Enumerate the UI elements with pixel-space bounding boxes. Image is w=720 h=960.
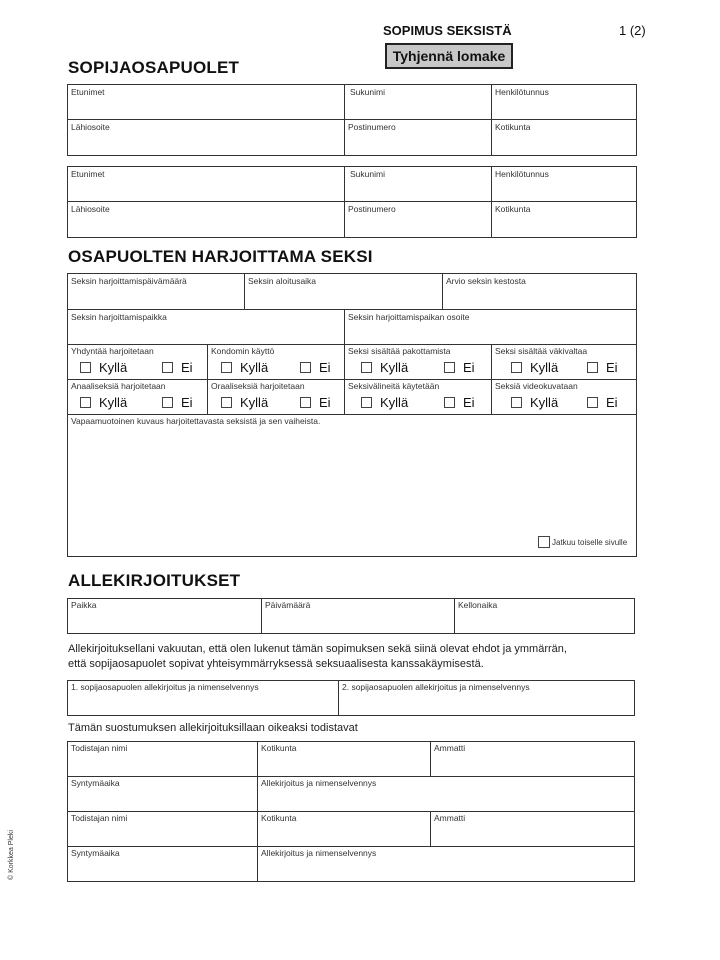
field-label: Etunimet <box>71 169 105 179</box>
witness-2-municipality-field[interactable] <box>258 812 430 846</box>
continues-label: Jatkuu toiselle sivulle <box>552 537 628 547</box>
parties-heading: SOPIJAOSAPUOLET <box>68 58 240 77</box>
question-label: Seksi sisältää väkivaltaa <box>495 346 588 356</box>
party-2-id-field[interactable] <box>492 167 636 201</box>
yes-label: Kyllä <box>530 395 559 410</box>
yes-checkbox[interactable] <box>80 397 91 408</box>
question-coercion <box>345 345 491 379</box>
yes-label: Kyllä <box>240 395 269 410</box>
no-label: Ei <box>319 395 331 410</box>
field-label: Ammatti <box>434 813 466 823</box>
field-label: 1. sopijaosapuolen allekirjoitus ja nimenselvennys <box>71 682 259 692</box>
no-label: Ei <box>463 360 475 375</box>
yes-label: Kyllä <box>240 360 269 375</box>
no-checkbox[interactable] <box>162 397 173 408</box>
question-label: Seksiä videokuvataan <box>495 381 578 391</box>
witness-1-name-field[interactable] <box>68 742 257 776</box>
sex-start-time-field[interactable] <box>245 274 442 309</box>
question-label: Seksivälineitä käytetään <box>348 381 440 391</box>
witness-1-municipality-field[interactable] <box>258 742 430 776</box>
yes-checkbox[interactable] <box>80 362 91 373</box>
sex-place-field[interactable] <box>68 310 344 344</box>
question-label: Oraaliseksiä harjoitetaan <box>211 381 305 391</box>
field-label: Lähiosoite <box>71 122 110 132</box>
question-video <box>492 380 636 414</box>
document-title: SOPIMUS SEKSISTÄ <box>383 23 512 38</box>
party-2-postal-code-field[interactable] <box>345 202 491 237</box>
party-2-signature-field[interactable] <box>339 681 634 715</box>
yes-label: Kyllä <box>530 360 559 375</box>
no-label: Ei <box>606 360 618 375</box>
party-1-first-names-field[interactable] <box>68 85 344 119</box>
question-label: Yhdyntää harjoitetaan <box>71 346 154 356</box>
party-1-id-field[interactable] <box>492 85 636 119</box>
yes-label: Kyllä <box>99 395 128 410</box>
signing-date-field[interactable] <box>262 599 454 633</box>
description-field[interactable] <box>68 415 636 556</box>
no-checkbox[interactable] <box>587 397 598 408</box>
signatures-heading: ALLEKIRJOITUKSET <box>68 571 241 590</box>
witness-2-name-field[interactable] <box>68 812 257 846</box>
party-2-municipality-field[interactable] <box>492 202 636 237</box>
yes-label: Kyllä <box>380 360 409 375</box>
field-label: Arvio seksin kestosta <box>446 276 526 286</box>
question-oral <box>208 380 344 414</box>
field-label: Todistajan nimi <box>71 813 128 823</box>
continues-checkbox[interactable] <box>538 536 550 548</box>
field-label: Vapaamuotoinen kuvaus harjoitettavasta seksistä ja sen vaiheista. <box>71 416 321 426</box>
field-label: Allekirjoitus ja nimenselvennys <box>261 848 377 858</box>
party-1-municipality-field[interactable] <box>492 120 636 155</box>
no-label: Ei <box>463 395 475 410</box>
field-label: Todistajan nimi <box>71 743 128 753</box>
witness-intro: Tämän suostumuksen allekirjoituksillaan oikeaksi todistavat <box>68 722 358 734</box>
party-1-signature-field[interactable] <box>68 681 338 715</box>
yes-checkbox[interactable] <box>511 397 522 408</box>
field-label: Paikka <box>71 600 97 610</box>
field-label: Kotikunta <box>261 813 297 823</box>
field-label: Henkilötunnus <box>495 169 549 179</box>
signing-info-table <box>67 598 635 634</box>
signing-time-field[interactable] <box>455 599 634 633</box>
field-label: Kotikunta <box>261 743 297 753</box>
field-label: Kotikunta <box>495 122 531 132</box>
sex-address-field[interactable] <box>345 310 636 344</box>
party-signatures-table <box>67 680 635 716</box>
witness-2-profession-field[interactable] <box>431 812 634 846</box>
yes-checkbox[interactable] <box>221 362 232 373</box>
no-label: Ei <box>606 395 618 410</box>
party-1-address-field[interactable] <box>68 120 344 155</box>
witness-1-birth-date-field[interactable] <box>68 777 257 811</box>
field-label: Lähiosoite <box>71 204 110 214</box>
field-label: Kotikunta <box>495 204 531 214</box>
question-violence <box>492 345 636 379</box>
yes-checkbox[interactable] <box>361 362 372 373</box>
yes-checkbox[interactable] <box>511 362 522 373</box>
witness-2-birth-date-field[interactable] <box>68 847 257 881</box>
field-label: Syntymäaika <box>71 848 120 858</box>
question-label: Kondomin käyttö <box>211 346 275 356</box>
question-anal <box>68 380 207 414</box>
yes-checkbox[interactable] <box>361 397 372 408</box>
clear-form-button[interactable]: Tyhjennä lomake <box>385 43 513 69</box>
sex-table <box>67 273 637 557</box>
copyright-text: © Korkkea Pleki <box>8 830 15 880</box>
witnesses-table <box>67 741 635 882</box>
field-label: Seksin harjoittamispaikka <box>71 312 167 322</box>
field-label: Sukunimi <box>350 169 385 179</box>
statement-line-2: että sopijaosapuolet sopivat yhteisymmärryksessä seksuaalisesta kanssakäymisestä. <box>68 658 484 670</box>
party-2-first-names-field[interactable] <box>68 167 344 201</box>
yes-checkbox[interactable] <box>221 397 232 408</box>
field-label: Sukunimi <box>350 87 385 97</box>
field-label: Seksin harjoittamispaikan osoite <box>348 312 470 322</box>
party-2-table <box>67 166 637 238</box>
statement-line-1: Allekirjoituksellani vakuutan, että olen lukenut tämän sopimuksen sekä siinä olevat ehdot ja ymmärrän, <box>68 643 567 655</box>
field-label: Kellonaika <box>458 600 498 610</box>
question-intercourse <box>68 345 207 379</box>
signing-place-field[interactable] <box>68 599 261 633</box>
page-number: 1 (2) <box>619 23 646 38</box>
field-label: Ammatti <box>434 743 466 753</box>
field-label: Henkilötunnus <box>495 87 549 97</box>
field-label: 2. sopijaosapuolen allekirjoitus ja nimenselvennys <box>342 682 530 692</box>
no-label: Ei <box>319 360 331 375</box>
witness-2-signature-field[interactable] <box>258 847 634 881</box>
yes-label: Kyllä <box>380 395 409 410</box>
party-1-surname-field[interactable] <box>345 85 491 119</box>
no-checkbox[interactable] <box>444 362 455 373</box>
field-label: Seksin aloitusaika <box>248 276 317 286</box>
field-label: Postinumero <box>348 204 396 214</box>
sex-date-field[interactable] <box>68 274 244 309</box>
yes-label: Kyllä <box>99 360 128 375</box>
no-label: Ei <box>181 360 193 375</box>
field-label: Postinumero <box>348 122 396 132</box>
party-1-postal-code-field[interactable] <box>345 120 491 155</box>
field-label: Seksin harjoittamispäivämäärä <box>71 276 187 286</box>
question-toys <box>345 380 491 414</box>
witness-1-signature-field[interactable] <box>258 777 634 811</box>
no-checkbox[interactable] <box>587 362 598 373</box>
party-2-address-field[interactable] <box>68 202 344 237</box>
no-checkbox[interactable] <box>300 362 311 373</box>
sex-heading: OSAPUOLTEN HARJOITTAMA SEKSI <box>68 247 373 266</box>
field-label: Päivämäärä <box>265 600 311 610</box>
witness-1-profession-field[interactable] <box>431 742 634 776</box>
field-label: Etunimet <box>71 87 105 97</box>
no-checkbox[interactable] <box>300 397 311 408</box>
no-checkbox[interactable] <box>162 362 173 373</box>
party-1-table <box>67 84 637 156</box>
sex-duration-field[interactable] <box>443 274 636 309</box>
no-checkbox[interactable] <box>444 397 455 408</box>
question-label: Anaaliseksiä harjoitetaan <box>71 381 166 391</box>
question-condom <box>208 345 344 379</box>
no-label: Ei <box>181 395 193 410</box>
question-label: Seksi sisältää pakottamista <box>348 346 451 356</box>
field-label: Allekirjoitus ja nimenselvennys <box>261 778 377 788</box>
party-2-surname-field[interactable] <box>345 167 491 201</box>
field-label: Syntymäaika <box>71 778 120 788</box>
